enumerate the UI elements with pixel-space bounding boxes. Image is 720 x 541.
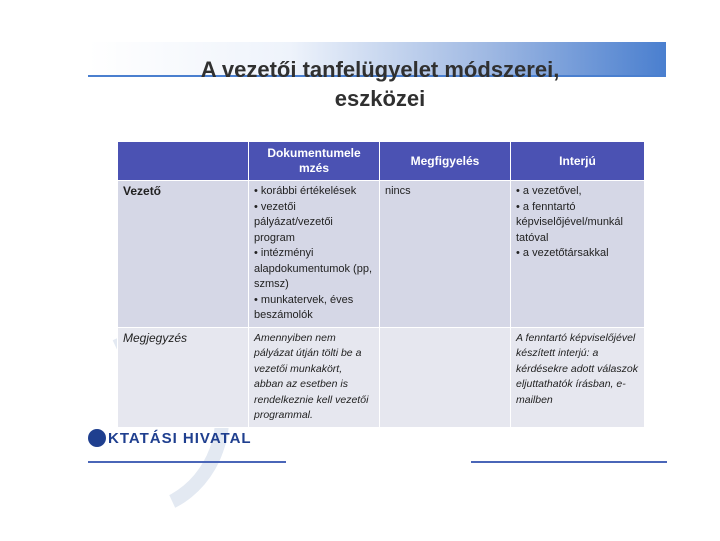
- interview-cell: [511, 181, 645, 328]
- header-cell-empty: [118, 142, 249, 181]
- list-item: • a vezetővel,: [516, 185, 582, 197]
- list-item: • a fenntartó képviselőjével/munkál tatóval: [516, 200, 623, 244]
- footer-divider-left: [88, 461, 286, 463]
- header-cell-observation: Megfigyelés: [380, 142, 511, 181]
- list-item: • intézményi alapdokumentumok (pp, szmsz): [254, 247, 373, 290]
- list-item: • korábbi értékelések: [254, 185, 357, 197]
- logo-text: KTATÁSI HIVATAL: [108, 429, 252, 447]
- methods-table: [117, 141, 645, 428]
- table-header-row: [118, 142, 645, 181]
- documents-list: [254, 184, 374, 324]
- table-row: [118, 327, 645, 427]
- list-item: • a vezetőtársakkal: [516, 247, 609, 259]
- footer-logo: [88, 428, 252, 448]
- interview-list: [516, 184, 639, 262]
- title-line-2: eszközei: [334, 86, 426, 111]
- documents-note-cell: [249, 327, 380, 427]
- list-item: • munkatervek, éves beszámolók: [254, 293, 354, 321]
- table-row: [118, 181, 645, 328]
- list-item: • vezetői pályázat/vezetői program: [254, 200, 333, 244]
- observation-cell: [380, 181, 511, 328]
- slide-title: [100, 55, 660, 113]
- row-label-cell: [118, 181, 249, 328]
- title-line-1: A vezetői tanfelügyelet módszerei,: [200, 57, 560, 82]
- header-cell-interview: Interjú: [511, 142, 645, 181]
- observation-note-cell: [380, 327, 511, 427]
- footer-divider-right: [471, 461, 667, 463]
- row-label: Megjegyzés: [123, 330, 188, 345]
- header-cell-documents: Dokumentumele mzés: [249, 142, 380, 181]
- observation-value: nincs: [385, 185, 411, 197]
- documents-note: Amennyiben nem pályázat útján tölti be a vezetői munkakört, abban az esetben is rendelkeznie kell vezetői programmal.: [254, 331, 369, 421]
- interview-note-cell: [511, 327, 645, 427]
- logo-dot-icon: [88, 429, 106, 447]
- row-label: Vezető: [123, 184, 162, 198]
- documents-cell: [249, 181, 380, 328]
- row-label-cell: [118, 327, 249, 427]
- interview-note: A fenntartó képviselőjével készített interjú: a kérdésekre adott válaszok eljuttathatók írásban, e-mailben: [516, 331, 638, 406]
